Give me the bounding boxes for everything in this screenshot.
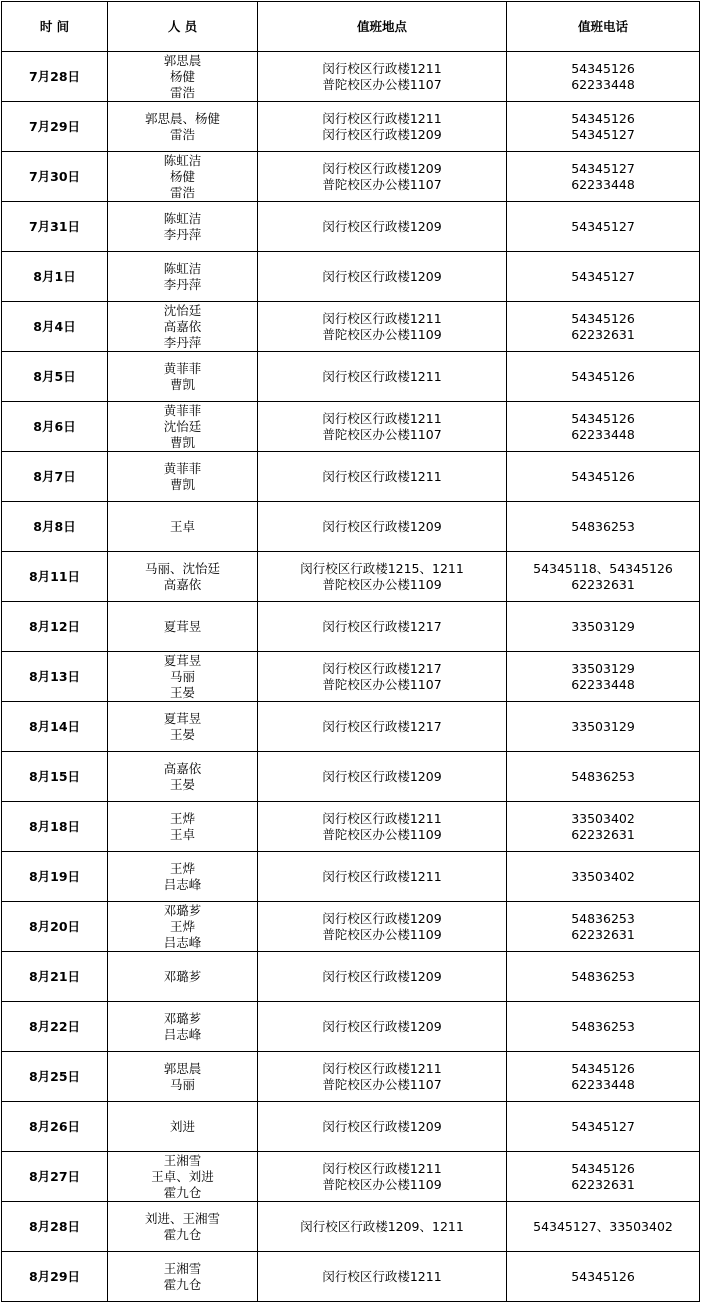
date-cell: 8月19日 — [2, 852, 108, 902]
location-line: 普陀校区办公楼1109 — [322, 326, 442, 342]
people-cell — [108, 1102, 258, 1152]
phone-line: 33503129 — [571, 618, 635, 634]
person-line: 王卓 — [169, 518, 195, 534]
phone-line: 54345127 — [571, 218, 635, 234]
location-line: 闵行校区行政楼1211 — [322, 468, 442, 484]
people-cell — [108, 202, 258, 252]
location-line: 闵行校区行政楼1211 — [322, 410, 442, 426]
phone-cell — [507, 652, 700, 702]
person-line: 陈虹洁 — [163, 260, 202, 276]
phone-line: 62232631 — [571, 926, 635, 942]
people-cell — [108, 102, 258, 152]
location-cell — [258, 152, 507, 202]
table-row — [2, 1202, 700, 1252]
table-body — [2, 52, 700, 1302]
person-line: 马丽 — [169, 1076, 195, 1092]
table-row — [2, 352, 700, 402]
people-cell — [108, 952, 258, 1002]
phone-cell — [507, 1102, 700, 1152]
phone-line: 54345126 — [571, 110, 635, 126]
location-line: 闵行校区行政楼1209 — [322, 768, 442, 784]
location-line: 闵行校区行政楼1209 — [322, 126, 442, 142]
phone-cell — [507, 1252, 700, 1302]
location-cell — [258, 1252, 507, 1302]
table-row — [2, 902, 700, 952]
person-line: 王卓 — [169, 826, 195, 842]
person-line: 雷浩 — [169, 184, 195, 200]
date-cell: 8月25日 — [2, 1052, 108, 1102]
people-cell — [108, 52, 258, 102]
phone-cell — [507, 602, 700, 652]
phone-line: 33503402 — [571, 868, 635, 884]
location-line: 普陀校区办公楼1109 — [322, 926, 442, 942]
phone-cell — [507, 1052, 700, 1102]
location-cell — [258, 752, 507, 802]
table-row — [2, 452, 700, 502]
people-cell — [108, 852, 258, 902]
location-cell — [258, 302, 507, 352]
phone-line: 54345126 — [571, 1268, 635, 1284]
phone-line: 54345118、54345126 — [533, 560, 673, 576]
person-line: 王晏 — [169, 776, 195, 792]
person-line: 郭思晨、杨健 — [144, 110, 220, 126]
table-row — [2, 302, 700, 352]
person-line: 陈虹洁 — [163, 152, 202, 168]
person-line: 马丽 — [169, 668, 195, 684]
phone-cell — [507, 402, 700, 452]
location-cell — [258, 452, 507, 502]
location-cell — [258, 52, 507, 102]
person-line: 高嘉依 — [163, 576, 202, 592]
phone-line: 62233448 — [571, 426, 635, 442]
date-cell: 8月7日 — [2, 452, 108, 502]
person-line: 邓璐芗 — [163, 902, 202, 918]
person-line: 郭思晨 — [163, 52, 202, 68]
phone-line: 54345127 — [571, 268, 635, 284]
person-line: 陈虹洁 — [163, 210, 202, 226]
date-cell: 8月5日 — [2, 352, 108, 402]
location-line: 闵行校区行政楼1211 — [322, 810, 442, 826]
location-line: 闵行校区行政楼1209 — [322, 218, 442, 234]
phone-cell — [507, 252, 700, 302]
phone-line: 54836253 — [571, 1018, 635, 1034]
phone-cell — [507, 302, 700, 352]
phone-cell — [507, 502, 700, 552]
location-line: 普陀校区办公楼1107 — [322, 676, 442, 692]
person-line: 刘进 — [169, 1118, 195, 1134]
phone-line: 54836253 — [571, 768, 635, 784]
location-line: 普陀校区办公楼1109 — [322, 1176, 442, 1192]
person-line: 黄菲菲 — [163, 402, 202, 418]
people-cell — [108, 902, 258, 952]
location-line: 普陀校区办公楼1107 — [322, 1076, 442, 1092]
location-line: 闵行校区行政楼1209 — [322, 1118, 442, 1134]
table-row — [2, 952, 700, 1002]
location-line: 普陀校区办公楼1109 — [322, 576, 442, 592]
date-cell: 8月29日 — [2, 1252, 108, 1302]
phone-cell — [507, 752, 700, 802]
location-cell — [258, 402, 507, 452]
phone-line: 62232631 — [571, 326, 635, 342]
location-line: 闵行校区行政楼1211 — [322, 110, 442, 126]
location-line: 闵行校区行政楼1209 — [322, 968, 442, 984]
phone-line: 62232631 — [571, 1176, 635, 1192]
date-cell: 8月14日 — [2, 702, 108, 752]
location-line: 闵行校区行政楼1209 — [322, 268, 442, 284]
person-line: 吕志峰 — [163, 876, 202, 892]
person-line: 夏茸昱 — [163, 618, 202, 634]
date-cell: 8月27日 — [2, 1152, 108, 1202]
person-line: 杨健 — [169, 68, 195, 84]
date-cell: 7月31日 — [2, 202, 108, 252]
table-row — [2, 1252, 700, 1302]
table-row — [2, 152, 700, 202]
table-row — [2, 102, 700, 152]
people-cell — [108, 302, 258, 352]
person-line: 王烨 — [169, 918, 195, 934]
phone-line: 62233448 — [571, 676, 635, 692]
person-line: 杨健 — [169, 168, 195, 184]
phone-line: 62232631 — [571, 576, 635, 592]
phone-line: 33503402 — [571, 810, 635, 826]
phone-cell — [507, 1202, 700, 1252]
date-cell: 8月26日 — [2, 1102, 108, 1152]
location-line: 闵行校区行政楼1209 — [322, 160, 442, 176]
person-line: 曹凯 — [169, 376, 195, 392]
person-line: 郭思晨 — [163, 1060, 202, 1076]
date-cell: 8月12日 — [2, 602, 108, 652]
phone-cell — [507, 952, 700, 1002]
table-row — [2, 802, 700, 852]
date-cell: 8月4日 — [2, 302, 108, 352]
people-cell — [108, 152, 258, 202]
person-line: 黄菲菲 — [163, 460, 202, 476]
table-row — [2, 1052, 700, 1102]
header-time: 时 间 — [2, 2, 108, 52]
phone-cell — [507, 802, 700, 852]
table-row — [2, 752, 700, 802]
location-cell — [258, 1002, 507, 1052]
phone-line: 54836253 — [571, 968, 635, 984]
phone-line: 54345126 — [571, 1060, 635, 1076]
person-line: 马丽、沈怡廷 — [144, 560, 220, 576]
person-line: 高嘉依 — [163, 760, 202, 776]
person-line: 王晏 — [169, 726, 195, 742]
location-line: 普陀校区办公楼1107 — [322, 426, 442, 442]
people-cell — [108, 252, 258, 302]
location-cell — [258, 352, 507, 402]
date-cell: 7月30日 — [2, 152, 108, 202]
location-line: 闵行校区行政楼1211 — [322, 368, 442, 384]
people-cell — [108, 552, 258, 602]
phone-line: 54345126 — [571, 1160, 635, 1176]
table-row — [2, 402, 700, 452]
location-line: 闵行校区行政楼1209 — [322, 1018, 442, 1034]
phone-cell — [507, 102, 700, 152]
person-line: 霍九仓 — [163, 1226, 202, 1242]
location-line: 闵行校区行政楼1209 — [322, 910, 442, 926]
person-line: 吕志峰 — [163, 934, 202, 950]
location-cell — [258, 552, 507, 602]
phone-cell — [507, 452, 700, 502]
table-row — [2, 702, 700, 752]
people-cell — [108, 652, 258, 702]
location-line: 闵行校区行政楼1217 — [322, 718, 442, 734]
location-cell — [258, 202, 507, 252]
date-cell: 8月1日 — [2, 252, 108, 302]
location-line: 闵行校区行政楼1217 — [322, 660, 442, 676]
table-row — [2, 1002, 700, 1052]
location-cell — [258, 802, 507, 852]
phone-line: 54836253 — [571, 518, 635, 534]
location-line: 闵行校区行政楼1211 — [322, 1268, 442, 1284]
person-line: 李丹萍 — [163, 226, 202, 242]
date-cell: 8月20日 — [2, 902, 108, 952]
people-cell — [108, 802, 258, 852]
phone-line: 54345127 — [571, 160, 635, 176]
person-line: 夏茸昱 — [163, 710, 202, 726]
person-line: 刘进、王湘雪 — [144, 1210, 220, 1226]
date-cell: 7月28日 — [2, 52, 108, 102]
location-cell — [258, 852, 507, 902]
phone-cell — [507, 902, 700, 952]
date-cell: 8月8日 — [2, 502, 108, 552]
phone-cell — [507, 852, 700, 902]
location-cell — [258, 952, 507, 1002]
person-line: 霍九仓 — [163, 1184, 202, 1200]
person-line: 王湘雪 — [163, 1152, 202, 1168]
person-line: 曹凯 — [169, 434, 195, 450]
location-line: 闵行校区行政楼1209 — [322, 518, 442, 534]
location-cell — [258, 102, 507, 152]
people-cell — [108, 452, 258, 502]
location-line: 普陀校区办公楼1109 — [322, 826, 442, 842]
location-cell — [258, 252, 507, 302]
person-line: 曹凯 — [169, 476, 195, 492]
phone-cell — [507, 152, 700, 202]
location-line: 闵行校区行政楼1211 — [322, 1060, 442, 1076]
date-cell: 8月11日 — [2, 552, 108, 602]
phone-line: 54345126 — [571, 60, 635, 76]
table-row — [2, 502, 700, 552]
people-cell — [108, 1202, 258, 1252]
date-cell: 8月22日 — [2, 1002, 108, 1052]
table-row — [2, 252, 700, 302]
phone-line: 62233448 — [571, 76, 635, 92]
phone-line: 54345126 — [571, 368, 635, 384]
phone-line: 54345127 — [571, 1118, 635, 1134]
header-row — [2, 2, 700, 52]
phone-line: 54836253 — [571, 910, 635, 926]
person-line: 夏茸昱 — [163, 652, 202, 668]
person-line: 邓璐芗 — [163, 968, 202, 984]
people-cell — [108, 402, 258, 452]
person-line: 李丹萍 — [163, 276, 202, 292]
table-row — [2, 602, 700, 652]
person-line: 黄菲菲 — [163, 360, 202, 376]
person-line: 雷浩 — [169, 84, 195, 100]
person-line: 邓璐芗 — [163, 1010, 202, 1026]
people-cell — [108, 1252, 258, 1302]
header-people: 人 员 — [108, 2, 258, 52]
phone-line: 54345126 — [571, 410, 635, 426]
phone-line: 33503129 — [571, 718, 635, 734]
phone-cell — [507, 702, 700, 752]
people-cell — [108, 1002, 258, 1052]
table-row — [2, 552, 700, 602]
location-line: 普陀校区办公楼1107 — [322, 76, 442, 92]
people-cell — [108, 352, 258, 402]
people-cell — [108, 1052, 258, 1102]
people-cell — [108, 502, 258, 552]
phone-line: 54345127 — [571, 126, 635, 142]
location-cell — [258, 902, 507, 952]
person-line: 王烨 — [169, 860, 195, 876]
location-cell — [258, 1052, 507, 1102]
person-line: 雷浩 — [169, 126, 195, 142]
phone-line: 62232631 — [571, 826, 635, 842]
location-cell — [258, 602, 507, 652]
person-line: 吕志峰 — [163, 1026, 202, 1042]
phone-cell — [507, 552, 700, 602]
location-cell — [258, 652, 507, 702]
table-row — [2, 1152, 700, 1202]
location-line: 闵行校区行政楼1209、1211 — [300, 1218, 464, 1234]
person-line: 沈怡廷 — [163, 418, 202, 434]
people-cell — [108, 702, 258, 752]
person-line: 王烨 — [169, 810, 195, 826]
date-cell: 8月15日 — [2, 752, 108, 802]
person-line: 霍九仓 — [163, 1276, 202, 1292]
date-cell: 8月18日 — [2, 802, 108, 852]
date-cell: 7月29日 — [2, 102, 108, 152]
location-line: 闵行校区行政楼1211 — [322, 310, 442, 326]
phone-line: 62233448 — [571, 176, 635, 192]
phone-line: 54345126 — [571, 468, 635, 484]
location-cell — [258, 1152, 507, 1202]
location-line: 闵行校区行政楼1211 — [322, 1160, 442, 1176]
location-cell — [258, 1202, 507, 1252]
phone-cell — [507, 352, 700, 402]
phone-line: 33503129 — [571, 660, 635, 676]
location-cell — [258, 1102, 507, 1152]
people-cell — [108, 1152, 258, 1202]
table-row — [2, 52, 700, 102]
phone-line: 54345127、33503402 — [533, 1218, 673, 1234]
date-cell: 8月21日 — [2, 952, 108, 1002]
date-cell: 8月6日 — [2, 402, 108, 452]
location-line: 闵行校区行政楼1217 — [322, 618, 442, 634]
person-line: 王晏 — [169, 684, 195, 700]
person-line: 李丹萍 — [163, 334, 202, 350]
table-row — [2, 852, 700, 902]
duty-schedule-table — [1, 1, 700, 1302]
person-line: 王卓、刘进 — [151, 1168, 214, 1184]
phone-cell — [507, 1152, 700, 1202]
phone-cell — [507, 1002, 700, 1052]
location-cell — [258, 702, 507, 752]
location-line: 闵行校区行政楼1211 — [322, 60, 442, 76]
phone-cell — [507, 52, 700, 102]
people-cell — [108, 602, 258, 652]
phone-line: 62233448 — [571, 1076, 635, 1092]
phone-line: 54345126 — [571, 310, 635, 326]
date-cell: 8月13日 — [2, 652, 108, 702]
location-line: 闵行校区行政楼1211 — [322, 868, 442, 884]
location-cell — [258, 502, 507, 552]
table-row — [2, 652, 700, 702]
person-line: 王湘雪 — [163, 1260, 202, 1276]
header-phone: 值班电话 — [507, 2, 700, 52]
location-line: 普陀校区办公楼1107 — [322, 176, 442, 192]
phone-cell — [507, 202, 700, 252]
header-location: 值班地点 — [258, 2, 507, 52]
location-line: 闵行校区行政楼1215、1211 — [300, 560, 464, 576]
table-row — [2, 202, 700, 252]
table-row — [2, 1102, 700, 1152]
people-cell — [108, 752, 258, 802]
person-line: 高嘉依 — [163, 318, 202, 334]
date-cell: 8月28日 — [2, 1202, 108, 1252]
person-line: 沈怡廷 — [163, 302, 202, 318]
